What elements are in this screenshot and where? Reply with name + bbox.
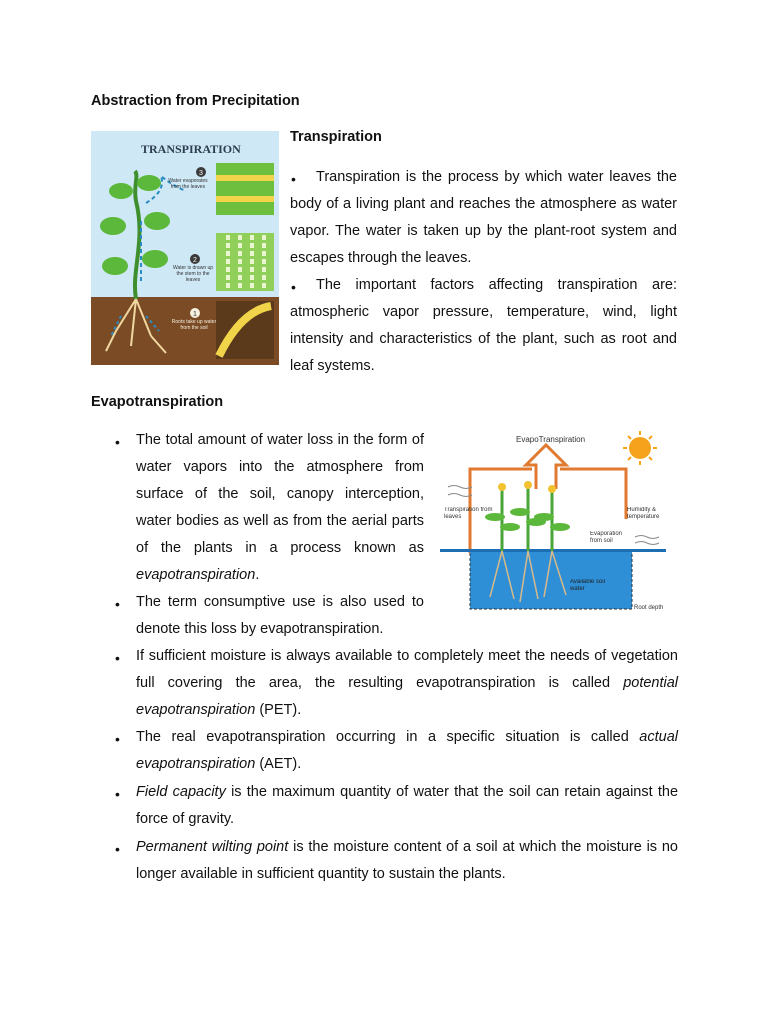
fig2-root-depth-label: Root depth — [634, 605, 664, 611]
transpiration-paragraph-1: Transpiration is the process by which water leaves the body of a living plant and reaches the atmosphere as water vapor. The water is taken up by the plant-root system and escapes through the leaves. — [290, 169, 677, 266]
bullet-glyph: • — [115, 786, 120, 802]
page-heading: Abstraction from Precipitation — [91, 93, 300, 109]
fig1-step3-number: 3 — [199, 170, 203, 177]
bullet-glyph: • — [115, 841, 120, 857]
fig1-step3-label: Water evaporates from the leaves — [168, 178, 208, 190]
evapo-b1-end: . — [255, 567, 260, 583]
fig2-soil-water-label: Available soil water — [570, 579, 605, 592]
section-heading-evapotranspiration: Evapotranspiration — [91, 394, 224, 410]
fig2-humidity-label: Humidity & temperature — [627, 507, 660, 520]
bullet-glyph: • — [115, 650, 120, 666]
evapotranspiration-figure — [440, 427, 666, 613]
evapo-b6-text: is the moisture content of a soil at which the moisture is no longer available in sufficient quantity to sustain the plants. — [136, 839, 678, 882]
sun-icon — [629, 437, 651, 459]
bullet-glyph: • — [115, 596, 120, 612]
evapo-b4-text: The real evapotranspiration occurring in a specific situation is called — [136, 729, 629, 745]
evapotranspiration-bullet-2: The term consumptive use is also used to denote this loss by evapotranspiration. — [136, 594, 424, 637]
fig2-evaporation-label: Evaporation from soil — [590, 531, 623, 544]
evapo-b4-end: (AET). — [259, 756, 302, 772]
evapo-b3-end: (PET). — [259, 702, 302, 718]
evapo-b3-text: If sufficient moisture is always available to completely meet the needs of vegetation full covering the area, the resulting evapotranspiration is called — [136, 648, 678, 691]
fig2-transpiration-label: Transpiration from leaves — [444, 507, 493, 520]
fig2-title: EvapoTranspiration — [516, 435, 586, 444]
evapo-b4-italic: actual evapotranspiration — [136, 729, 678, 772]
section-heading-transpiration: Transpiration — [290, 129, 382, 145]
fig1-title: TRANSPIRATION — [141, 142, 241, 156]
evapo-b3-italic: potential evapotranspiration — [136, 675, 679, 718]
bullet-glyph: • — [291, 171, 296, 187]
fig1-step1-label: Roots take up water from the soil — [171, 319, 217, 331]
evapotranspiration-bullet-1 — [136, 427, 424, 589]
evapo-b6-italic: Permanent wilting point — [136, 839, 289, 855]
transpiration-paragraph-2: The important factors affecting transpiration are: atmospheric vapor pressure, temperature, wind, light intensity and characteristics of the plant, such as root and leaf systems. — [290, 277, 677, 374]
fig1-step2-label: Water is drawn up the stem to the leaves — [172, 265, 214, 283]
evapotranspiration-bullet-5 — [136, 779, 678, 833]
evapotranspiration-bullet-6 — [136, 834, 678, 888]
leaf-icon — [109, 183, 133, 199]
evapotranspiration-bullet-4 — [136, 724, 678, 778]
fig1-step1-number: 1 — [193, 311, 197, 318]
evapo-b5-italic: Field capacity — [136, 784, 226, 800]
fig1-step2-number: 2 — [193, 257, 197, 264]
bullet-glyph: • — [291, 279, 296, 295]
bullet-glyph: • — [115, 434, 120, 450]
evapotranspiration-bullet-3 — [136, 643, 678, 724]
evapo-b1-text: The total amount of water loss in the form of water vapors into the atmosphere from surface of the soil, canopy interception, water bodies as well as from the aerial parts of the plants in a process known as — [136, 432, 424, 556]
evapo-b5-text: is the maximum quantity of water that the soil can retain against the force of gravity. — [136, 784, 679, 827]
bullet-glyph: • — [115, 731, 120, 747]
evapo-b1-italic: evapotranspiration — [136, 567, 256, 583]
transpiration-figure — [91, 131, 279, 365]
